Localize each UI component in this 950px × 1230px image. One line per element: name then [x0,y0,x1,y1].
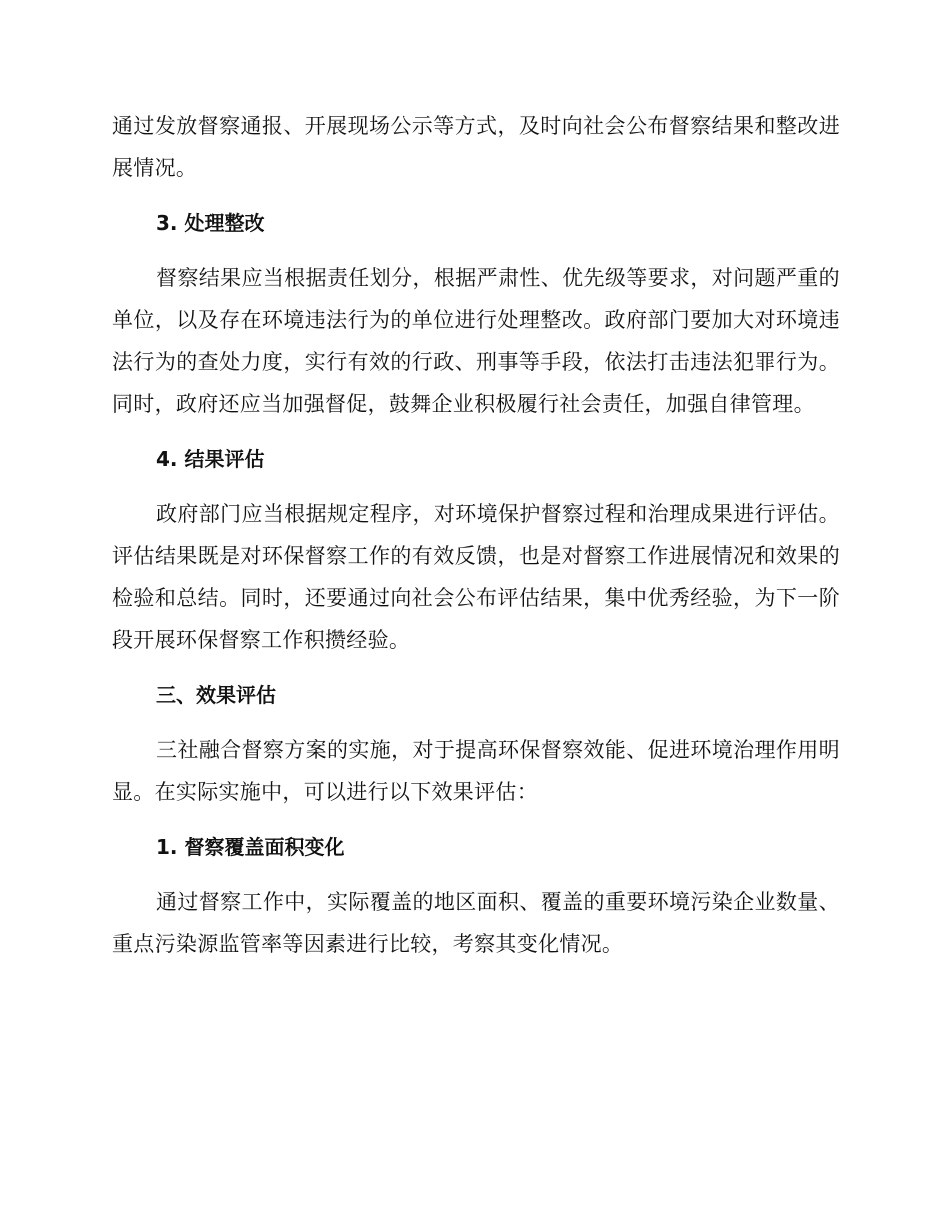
section-heading-result-assessment: 4. 结果评估 [156,447,265,471]
section-heading-effect-evaluation: 三、效果评估 [156,683,276,707]
document-page [112,105,840,978]
paragraph-handling-rectification: 督察结果应当根据责任划分，根据严肃性、优先级等要求，对问题严重的单位，以及存在环境违法行为的单位进行处理整改。政府部门要加大对环境违法行为的查处力度，实行有效的行政、刑事等手段，依法打击违法犯罪行为。同时，政府还应当加强督促，鼓舞企业积极履行社会责任，加强自律管理。 [112,266,840,416]
paragraph-coverage-change: 通过督察工作中，实际覆盖的地区面积、覆盖的重要环境污染企业数量、重点污染源监管率等因素进行比较，考察其变化情况。 [112,890,840,956]
paragraph-continuation: 通过发放督察通报、开展现场公示等方式，及时向社会公布督察结果和整改进展情况。 [112,114,840,180]
paragraph-effect-evaluation: 三社融合督察方案的实施，对于提高环保督察效能、促进环境治理作用明显。在实际实施中，可以进行以下效果评估： [112,738,840,804]
paragraph-result-assessment: 政府部门应当根据规定程序，对环境保护督察过程和治理成果进行评估。评估结果既是对环保督察工作的有效反馈，也是对督察工作进展情况和效果的检验和总结。同时，还要通过向社会公布评估结果，集中优秀经验，为下一阶段开展环保督察工作积攒经验。 [112,502,840,652]
section-heading-handling-rectification: 3. 处理整改 [156,211,265,235]
section-heading-coverage-change: 1. 督察覆盖面积变化 [156,835,345,859]
